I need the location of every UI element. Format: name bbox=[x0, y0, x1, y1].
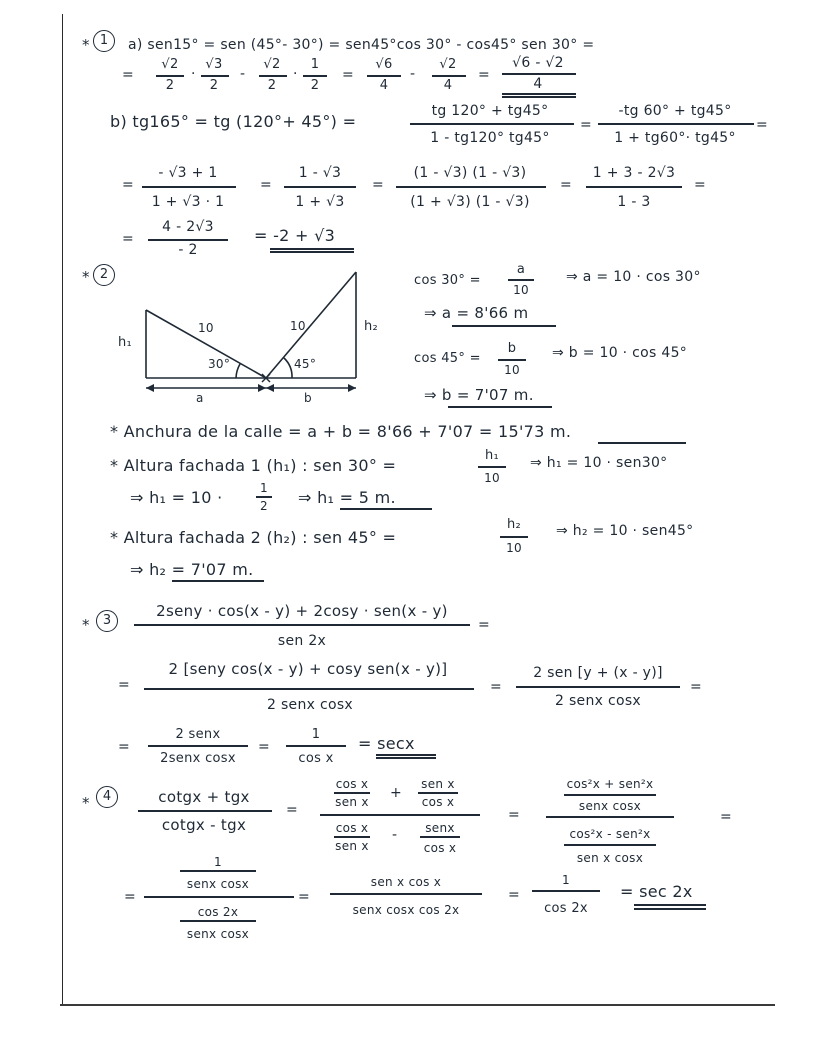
fraction-denominator: sen x bbox=[335, 839, 369, 853]
label-ladder-left-length: 10 bbox=[198, 321, 214, 335]
fraction-denominator: cos 2x bbox=[544, 901, 588, 916]
fraction-denominator: 1 - 3 bbox=[617, 194, 651, 210]
result-underline bbox=[376, 754, 436, 756]
fraction-numerator: b bbox=[507, 341, 517, 356]
dot-operator: · bbox=[293, 66, 298, 82]
p4-result: = sec 2x bbox=[620, 882, 693, 901]
result-underline bbox=[448, 406, 552, 408]
fraction-denominator: 2 bbox=[165, 78, 175, 93]
fraction-numerator: 1 bbox=[310, 57, 320, 72]
arrowhead bbox=[266, 384, 274, 392]
equals-sign: = bbox=[260, 177, 273, 193]
result-underline bbox=[340, 508, 432, 510]
problem-number-3: 3 bbox=[96, 610, 118, 632]
fraction-denominator: - 2 bbox=[178, 242, 198, 258]
fraction-denominator: 1 + tg60°· tg45° bbox=[614, 130, 736, 146]
fraction-numerator: cos²x - sen²x bbox=[569, 827, 651, 841]
equals-sign: = bbox=[508, 887, 521, 903]
fraction-bar bbox=[334, 792, 370, 794]
equals-sign: = bbox=[580, 117, 593, 133]
fraction-bar bbox=[516, 686, 680, 688]
equals-sign: = bbox=[298, 889, 311, 905]
fraction-bar bbox=[367, 75, 401, 77]
problem-number-1: 1 bbox=[93, 30, 115, 52]
fraction-numerator: 1 bbox=[311, 727, 321, 742]
fraction-bar bbox=[180, 870, 256, 872]
fraction-bar-main bbox=[546, 816, 674, 818]
bullet-star: * bbox=[82, 36, 90, 54]
fraction-bar bbox=[142, 186, 236, 188]
h1-value: ⇒ h₁ = 5 m. bbox=[298, 488, 396, 507]
equals-sign: = bbox=[118, 739, 131, 755]
fraction-denominator: 10 bbox=[484, 471, 500, 485]
minus-sign: - bbox=[410, 66, 416, 82]
label-angle-30: 30° bbox=[208, 357, 231, 371]
plus-sign: + bbox=[390, 785, 403, 801]
equals-sign: = bbox=[720, 809, 733, 825]
page-left-edge bbox=[62, 14, 63, 1006]
label-a: a bbox=[196, 391, 204, 405]
fraction-numerator: 2 [seny cos(x - y) + cosy sen(x - y)] bbox=[168, 660, 448, 678]
equals-sign: = bbox=[122, 67, 135, 83]
fraction-numerator: -tg 60° + tg45° bbox=[618, 103, 732, 119]
equals-sign: = bbox=[690, 679, 703, 695]
fraction-denominator: sen 2x bbox=[277, 633, 327, 649]
fraction-numerator: h₁ bbox=[484, 448, 500, 463]
fraction-denominator: 2 senx cosx bbox=[554, 693, 642, 709]
fraction-bar bbox=[432, 75, 466, 77]
fraction-numerator: 1 + 3 - 2√3 bbox=[592, 165, 676, 181]
fraction-denominator: sen x cosx bbox=[576, 851, 644, 865]
result-underline bbox=[270, 248, 354, 250]
fraction-bar bbox=[498, 359, 526, 361]
fraction-bar-main bbox=[144, 896, 294, 898]
fraction-numerator: senx bbox=[425, 821, 455, 835]
altura2-implication: ⇒ h₂ = 10 · sen45° bbox=[556, 523, 694, 539]
fraction-denominator: 4 bbox=[533, 76, 543, 92]
fraction-numerator: 1 - √3 bbox=[298, 165, 342, 181]
fraction-bar bbox=[410, 123, 574, 125]
result-underline bbox=[634, 904, 706, 906]
equals-sign: = bbox=[508, 807, 521, 823]
equals-sign: = bbox=[372, 177, 385, 193]
fraction-denominator: 1 - tg120° tg45° bbox=[430, 130, 550, 146]
fraction-numerator: h₂ bbox=[506, 517, 522, 532]
equals-sign: = bbox=[258, 739, 271, 755]
fraction-denominator: 2 bbox=[209, 78, 219, 93]
fraction-numerator: cos 2x bbox=[197, 905, 239, 919]
p1-b-lhs: b) tg165° = tg (120°+ 45°) = bbox=[110, 112, 357, 131]
result-underline bbox=[376, 757, 436, 759]
cos45-lhs: cos 45° = bbox=[414, 351, 481, 366]
fraction-numerator: tg 120° + tg45° bbox=[431, 103, 549, 119]
fraction-bar bbox=[500, 536, 528, 538]
label-angle-45: 45° bbox=[294, 357, 317, 371]
result-underline bbox=[452, 325, 556, 327]
fraction-denominator: 2 senx cosx bbox=[266, 697, 354, 713]
fraction-numerator: - √3 + 1 bbox=[158, 165, 218, 181]
equals-sign: = bbox=[490, 679, 503, 695]
fraction-bar-main bbox=[320, 814, 480, 816]
altura1-line: * Altura fachada 1 (h₁) : sen 30° = bbox=[110, 456, 397, 475]
p1-b-result: = -2 + √3 bbox=[254, 226, 336, 245]
label-b: b bbox=[304, 391, 312, 405]
fraction-denominator: 4 bbox=[379, 78, 389, 93]
arrowhead bbox=[348, 384, 356, 392]
equals-sign: = bbox=[122, 231, 135, 247]
intersection-x bbox=[262, 374, 270, 382]
fraction-bar bbox=[564, 844, 656, 846]
fraction-bar bbox=[180, 920, 256, 922]
fraction-numerator: 4 - 2√3 bbox=[162, 219, 214, 235]
anchura-line: * Anchura de la calle = a + b = 8'66 + 7'07 = 15'73 m. bbox=[110, 422, 572, 441]
angle-arc-right bbox=[284, 358, 292, 378]
fraction-denominator: 4 bbox=[443, 78, 453, 93]
fraction-bar bbox=[586, 186, 682, 188]
angle-arc-left bbox=[236, 364, 240, 378]
fraction-numerator: sen x cos x bbox=[370, 875, 442, 889]
fraction-denominator: 2senx cosx bbox=[160, 751, 236, 766]
equals-sign: = bbox=[560, 177, 573, 193]
fraction-denominator: senx cosx bbox=[578, 799, 642, 813]
fraction-numerator: √6 - √2 bbox=[512, 55, 564, 71]
fraction-numerator: √2 bbox=[161, 57, 179, 72]
label-h1: h₁ bbox=[118, 335, 133, 350]
minus-sign: - bbox=[392, 827, 398, 843]
b-value: ⇒ b = 7'07 m. bbox=[424, 386, 534, 404]
fraction-bar bbox=[284, 186, 356, 188]
result-underline bbox=[502, 96, 576, 98]
fraction-bar bbox=[259, 75, 287, 77]
fraction-numerator: √6 bbox=[375, 57, 393, 72]
equals-sign: = bbox=[118, 677, 131, 693]
cos45-implication: ⇒ b = 10 · cos 45° bbox=[552, 345, 688, 361]
result-underline bbox=[270, 251, 354, 253]
fraction-bar bbox=[564, 794, 656, 796]
equals-sign: = bbox=[122, 177, 135, 193]
fraction-bar bbox=[334, 836, 370, 838]
altura1-implication: ⇒ h₁ = 10 · sen30° bbox=[530, 455, 668, 471]
fraction-bar bbox=[148, 239, 228, 241]
fraction-numerator: cotgx + tgx bbox=[158, 788, 250, 806]
fraction-numerator: √2 bbox=[263, 57, 281, 72]
fraction-denominator: cos x bbox=[423, 841, 457, 855]
cos30-lhs: cos 30° = bbox=[414, 273, 481, 288]
fraction-bar bbox=[256, 496, 272, 498]
fraction-numerator: 1 bbox=[260, 481, 268, 495]
bullet-star: * bbox=[82, 794, 90, 812]
equals-sign: = bbox=[756, 117, 769, 133]
fraction-denominator: 2 bbox=[260, 499, 268, 513]
fraction-denominator: 10 bbox=[506, 541, 522, 555]
problem-number-2: 2 bbox=[93, 264, 115, 286]
fraction-denominator: cotgx - tgx bbox=[161, 816, 247, 834]
intersection-x bbox=[262, 374, 270, 382]
altura2-line: * Altura fachada 2 (h₂) : sen 45° = bbox=[110, 528, 397, 547]
fraction-bar bbox=[598, 123, 754, 125]
equals-sign: = bbox=[342, 67, 355, 83]
equals-sign: = bbox=[478, 617, 491, 633]
fraction-numerator: cos x bbox=[335, 777, 369, 791]
equals-sign: = bbox=[124, 889, 137, 905]
result-underline bbox=[502, 93, 576, 95]
fraction-numerator: (1 - √3) (1 - √3) bbox=[413, 165, 527, 181]
fraction-denominator: senx cosx bbox=[186, 877, 250, 891]
fraction-numerator: 2 senx bbox=[175, 727, 221, 742]
fraction-bar bbox=[502, 73, 576, 75]
fraction-denominator: 10 bbox=[513, 283, 529, 297]
fraction-denominator: cos x bbox=[421, 795, 455, 809]
label-h2: h₂ bbox=[364, 319, 379, 334]
fraction-numerator: 1 bbox=[214, 855, 222, 869]
minus-sign: - bbox=[240, 66, 246, 82]
dot-operator: · bbox=[191, 66, 196, 82]
p3-result: = secx bbox=[358, 734, 415, 753]
fraction-denominator: sen x bbox=[335, 795, 369, 809]
result-underline bbox=[634, 908, 706, 910]
fraction-bar bbox=[303, 75, 327, 77]
fraction-numerator: √2 bbox=[439, 57, 457, 72]
fraction-bar bbox=[420, 836, 460, 838]
fraction-denominator: 1 + √3 · 1 bbox=[151, 194, 225, 210]
fraction-denominator: 2 bbox=[310, 78, 320, 93]
fraction-denominator: 10 bbox=[504, 363, 520, 377]
equals-sign: = bbox=[286, 802, 299, 818]
h2-value: ⇒ h₂ = 7'07 m. bbox=[130, 560, 254, 579]
fraction-denominator: cos x bbox=[298, 751, 334, 766]
page-bottom-edge bbox=[60, 1004, 775, 1006]
label-ladder-right-length: 10 bbox=[290, 319, 306, 333]
equals-sign: = bbox=[694, 177, 707, 193]
fraction-bar bbox=[330, 893, 482, 895]
fraction-numerator: 2seny · cos(x - y) + 2cosy · sen(x - y) bbox=[156, 602, 448, 620]
equals-sign: = bbox=[478, 67, 491, 83]
fraction-numerator: 2 sen [y + (x - y)] bbox=[533, 665, 663, 681]
p1-a-line: a) sen15° = sen (45°- 30°) = sen45°cos 30° - cos45° sen 30° = bbox=[128, 37, 595, 53]
a-value: ⇒ a = 8'66 m bbox=[424, 304, 529, 322]
fraction-numerator: a bbox=[516, 262, 526, 277]
fraction-numerator: √3 bbox=[205, 57, 223, 72]
fraction-bar bbox=[418, 792, 458, 794]
result-underline bbox=[598, 442, 686, 444]
arrowhead bbox=[146, 384, 154, 392]
arrowhead bbox=[258, 384, 266, 392]
fraction-bar bbox=[286, 745, 346, 747]
fraction-bar bbox=[532, 890, 600, 892]
fraction-bar bbox=[144, 688, 474, 690]
fraction-denominator: (1 + √3) (1 - √3) bbox=[410, 194, 530, 210]
fraction-denominator: senx cosx cos 2x bbox=[352, 903, 460, 917]
fraction-numerator: 1 bbox=[562, 873, 570, 887]
fraction-bar bbox=[138, 810, 272, 812]
fraction-bar bbox=[396, 186, 546, 188]
fraction-bar bbox=[134, 624, 470, 626]
fraction-bar bbox=[156, 75, 184, 77]
problem-number-4: 4 bbox=[96, 786, 118, 808]
fraction-denominator: 2 bbox=[267, 78, 277, 93]
result-underline bbox=[172, 580, 264, 582]
fraction-denominator: 1 + √3 bbox=[295, 194, 345, 210]
fraction-bar bbox=[201, 75, 229, 77]
fraction-bar bbox=[148, 745, 248, 747]
fraction-numerator: sen x bbox=[421, 777, 455, 791]
fraction-bar bbox=[478, 466, 506, 468]
h1-line-prefix: ⇒ h₁ = 10 · bbox=[130, 488, 223, 507]
cos30-implication: ⇒ a = 10 · cos 30° bbox=[566, 269, 701, 285]
bullet-star: * bbox=[82, 268, 90, 286]
fraction-bar bbox=[508, 279, 534, 281]
fraction-numerator: cos²x + sen²x bbox=[566, 777, 654, 791]
bullet-star: * bbox=[82, 616, 90, 634]
fraction-denominator: senx cosx bbox=[186, 927, 250, 941]
fraction-numerator: cos x bbox=[335, 821, 369, 835]
